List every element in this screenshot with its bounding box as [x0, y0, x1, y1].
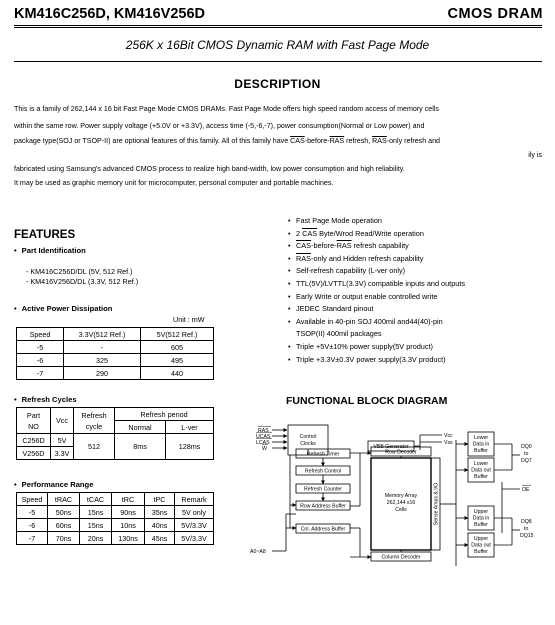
- table-cell: 10ns: [112, 519, 145, 532]
- performance-table: [16, 492, 214, 545]
- table-header: tCAC: [80, 493, 112, 506]
- description-line-1: This is a family of 262,144 x 16 bit Fast Page Mode CMOS DRAMs. Fast Page Mode offers high speed random access of memory cells: [14, 105, 439, 113]
- table-header: Speed: [17, 493, 48, 506]
- dq7-label: DQ7: [521, 458, 532, 464]
- control-clocks-label: Control: [299, 434, 317, 440]
- subtitle: 256K x 16Bit CMOS Dynamic RAM with Fast Page Mode: [125, 38, 430, 52]
- buffer-label: Upper: [473, 509, 489, 515]
- table-cell: -7: [17, 367, 64, 380]
- bullet-item: [288, 253, 538, 266]
- b-text: refresh capability: [351, 241, 409, 251]
- bullet-item: • JEDEC Standard pinout: [288, 303, 538, 316]
- description-line-6: It may be used as graphic memory unit for microcomputer, personal computer and portable machines.: [14, 179, 334, 187]
- description-line-5: fabricated using Samsung's advanced CMOS process to realize high band-width, low power consumption and high reliability.: [14, 165, 405, 173]
- table-cell: 130ns: [112, 532, 145, 545]
- b-ras: $\overline{RAS}$: [336, 241, 352, 251]
- table-cell: 3.3V: [51, 447, 74, 460]
- table-cell: 5V/3.3V: [175, 519, 214, 532]
- feature-bullets: [288, 215, 538, 366]
- table-cell: 90ns: [112, 506, 145, 519]
- b-cas: $\overline{CAS}$: [296, 241, 312, 251]
- table-header: [17, 408, 51, 434]
- table-cell: 8ms: [115, 434, 166, 460]
- desc-text: package type(SOJ or TSOP-II) are optional features of this family. All of this family have: [14, 137, 291, 145]
- b-text: Byte/Wrod Read/Write operation: [317, 228, 424, 238]
- refresh-table: [16, 407, 214, 460]
- table-cell: -: [64, 341, 141, 354]
- table-cell: 512: [74, 434, 115, 460]
- table-header: Normal: [115, 421, 166, 434]
- desc-ras: $\overline{RAS}$: [329, 137, 345, 145]
- buffer-label: Lower: [473, 435, 489, 441]
- b-text: -before-: [311, 241, 337, 251]
- table-cell: 5V/3.3V: [175, 532, 214, 545]
- table-cell: 15ns: [80, 519, 112, 532]
- table-cell: 50ns: [48, 506, 80, 519]
- sig-w: W: [262, 446, 267, 452]
- oe-label: OE: [522, 487, 530, 493]
- sig-ucas: UCAS: [256, 434, 271, 440]
- part-id-item: - KM416C256D/DL (5V, 512 Ref.): [26, 267, 133, 276]
- desc-ras: $\overline{RAS}$: [372, 137, 387, 145]
- table-cell: V256D: [17, 447, 51, 460]
- memory-array-label: Memory Array: [384, 493, 418, 499]
- table-cell: 15ns: [80, 506, 112, 519]
- bullet-item-continued: TSOP(II) 400mil packages: [296, 329, 382, 339]
- sig-lcas: LCAS: [256, 440, 270, 446]
- bullet-item: • Triple +5V±10% power supply(5V product): [288, 341, 538, 354]
- vbb-label: VBB Generator: [373, 444, 409, 450]
- control-clocks-label: Clocks: [300, 441, 316, 447]
- dq8-label: DQ8: [521, 519, 532, 525]
- buffer-label: Data out: [471, 542, 491, 549]
- diagram-title: FUNCTIONAL BLOCK DIAGRAM: [286, 395, 448, 407]
- h-part: Part: [26, 410, 41, 420]
- bullet-item: • TTL(5V)/LVTTL(3.3V) compatible inputs and outputs: [288, 278, 538, 291]
- bullet-item: • Early Write or output enable controlled write: [288, 291, 538, 304]
- dq0-label: DQ0: [521, 444, 532, 450]
- table-cell: 440: [141, 367, 214, 380]
- b-ras: $\overline{RAS}$: [296, 253, 312, 263]
- to-label: to: [524, 451, 529, 457]
- device-type: CMOS DRAM: [447, 6, 543, 22]
- bullet-item: • Triple +3.3V±0.3V power supply(3.3V product): [288, 354, 538, 367]
- table-header: Vcc: [51, 408, 74, 434]
- refresh-heading: • Refresh Cycles: [14, 395, 77, 404]
- row-address-label: Row Address Buffer: [300, 503, 346, 510]
- table-header: 3.3V(512 Ref.): [64, 328, 141, 341]
- table-cell: 128ms: [166, 434, 214, 460]
- table-cell: 45ns: [145, 532, 175, 545]
- memory-array-label: 262,144 x16: [386, 500, 416, 506]
- sig-ras: RAS: [258, 428, 269, 434]
- buffer-label: Data out: [471, 467, 491, 474]
- refresh-control-label: Refresh Control: [304, 468, 342, 475]
- col-address-label: Col. Address Buffer: [300, 526, 346, 533]
- table-cell: 60ns: [48, 519, 80, 532]
- part-id-heading: • Part Identification: [14, 246, 86, 255]
- buffer-label: Buffer: [474, 522, 488, 528]
- table-header: Remark: [175, 493, 214, 506]
- buffer-label: Lower: [473, 461, 489, 467]
- table-cell: 40ns: [145, 519, 175, 532]
- description-line-2: within the same row. Power supply voltage (+5.0V or +3.3V), access time (-5,-6,-7), power consumption(Normal or Low power) and: [14, 122, 425, 130]
- table-header: tRAC: [48, 493, 80, 506]
- table-cell: 290: [64, 367, 141, 380]
- bullet-item: • Self-refresh capability (L-ver only): [288, 265, 538, 278]
- b-text: -only and Hidden refresh capability: [311, 253, 424, 263]
- table-cell: -5: [17, 341, 64, 354]
- h-refresh: Refresh: [81, 410, 107, 420]
- buffer-label: Data in: [472, 515, 490, 522]
- buffer-label: Data in: [472, 441, 490, 448]
- table-cell: 5V only: [175, 506, 214, 519]
- desc-text: -only refresh and: [386, 137, 440, 145]
- column-decoder-label: Column Decoder: [381, 554, 421, 561]
- active-power-heading: • Active Power Dissipation: [14, 304, 112, 313]
- memory-array-label: Cells: [395, 507, 407, 513]
- row-decoder-label: Row Decoder: [385, 449, 417, 456]
- table-header: 5V(512 Ref.): [141, 328, 214, 341]
- address-input-label: A0~A8: [250, 549, 266, 555]
- b-cas: $\overline{CAS}$: [302, 228, 318, 238]
- table-cell: 495: [141, 354, 214, 367]
- vss-label: Vss: [444, 440, 453, 446]
- features-title: FEATURES: [14, 229, 76, 241]
- sense-amps-label: Sense Amps & I/O: [433, 482, 440, 526]
- table-header: tRC: [112, 493, 145, 506]
- desc-text: refresh,: [344, 137, 373, 145]
- table-cell: -6: [17, 354, 64, 367]
- table-cell: -7: [17, 532, 48, 545]
- header-rule: [14, 25, 542, 26]
- refresh-timer-label: Refresh Timer: [306, 451, 340, 458]
- h-no: NO: [28, 421, 39, 431]
- refresh-counter-label: Refresh Counter: [303, 486, 343, 493]
- header-rule-2: [14, 27, 542, 28]
- description-line-4: ily is: [528, 151, 542, 159]
- buffer-label: Buffer: [474, 549, 488, 555]
- table-header: tPC: [145, 493, 175, 506]
- table-cell: 325: [64, 354, 141, 367]
- buffer-label: Upper: [473, 536, 489, 542]
- table-cell: 70ns: [48, 532, 80, 545]
- table-cell: C256D: [17, 434, 51, 447]
- to-label: to: [524, 526, 529, 532]
- desc-text: -before-: [304, 137, 330, 145]
- desc-cas: $\overline{CAS}$: [290, 137, 305, 145]
- buffer-label: Buffer: [474, 448, 488, 454]
- functional-block-diagram: [250, 418, 550, 588]
- vcc-label: Vcc: [444, 433, 453, 439]
- table-header: Refresh penod: [115, 408, 214, 421]
- buffer-label: Buffer: [474, 474, 488, 480]
- table-cell: 605: [141, 341, 214, 354]
- b-text: 2: [296, 228, 303, 238]
- bullet-item: • Available in 40-pin SOJ 400mil and44(40)-pin: [288, 316, 538, 329]
- active-power-table: [16, 327, 214, 380]
- table-cell: -6: [17, 519, 48, 532]
- table-header: Speed: [17, 328, 64, 341]
- part-id-item: - KM416V256D/DL (3.3V, 512 Ref.): [26, 277, 139, 286]
- table-cell: 35ns: [145, 506, 175, 519]
- table-cell: -5: [17, 506, 48, 519]
- bullet-item: [288, 228, 538, 241]
- description-title: DESCRIPTION: [234, 77, 321, 91]
- table-header: [74, 408, 115, 434]
- bullet-item: [288, 240, 538, 253]
- subtitle-rule: [14, 61, 542, 62]
- table-header: L-ver: [166, 421, 214, 434]
- performance-heading: • Performance Range: [14, 480, 93, 489]
- bullet-item: • Fast Page Mode operation: [288, 215, 538, 228]
- table-cell: 5V: [51, 434, 74, 447]
- part-numbers: KM416C256D, KM416V256D: [14, 6, 206, 22]
- dq15-label: DQ15: [520, 533, 534, 539]
- table-cell: 20ns: [80, 532, 112, 545]
- unit-label: Unit : mW: [173, 315, 205, 324]
- h-cycle: cycle: [85, 421, 103, 431]
